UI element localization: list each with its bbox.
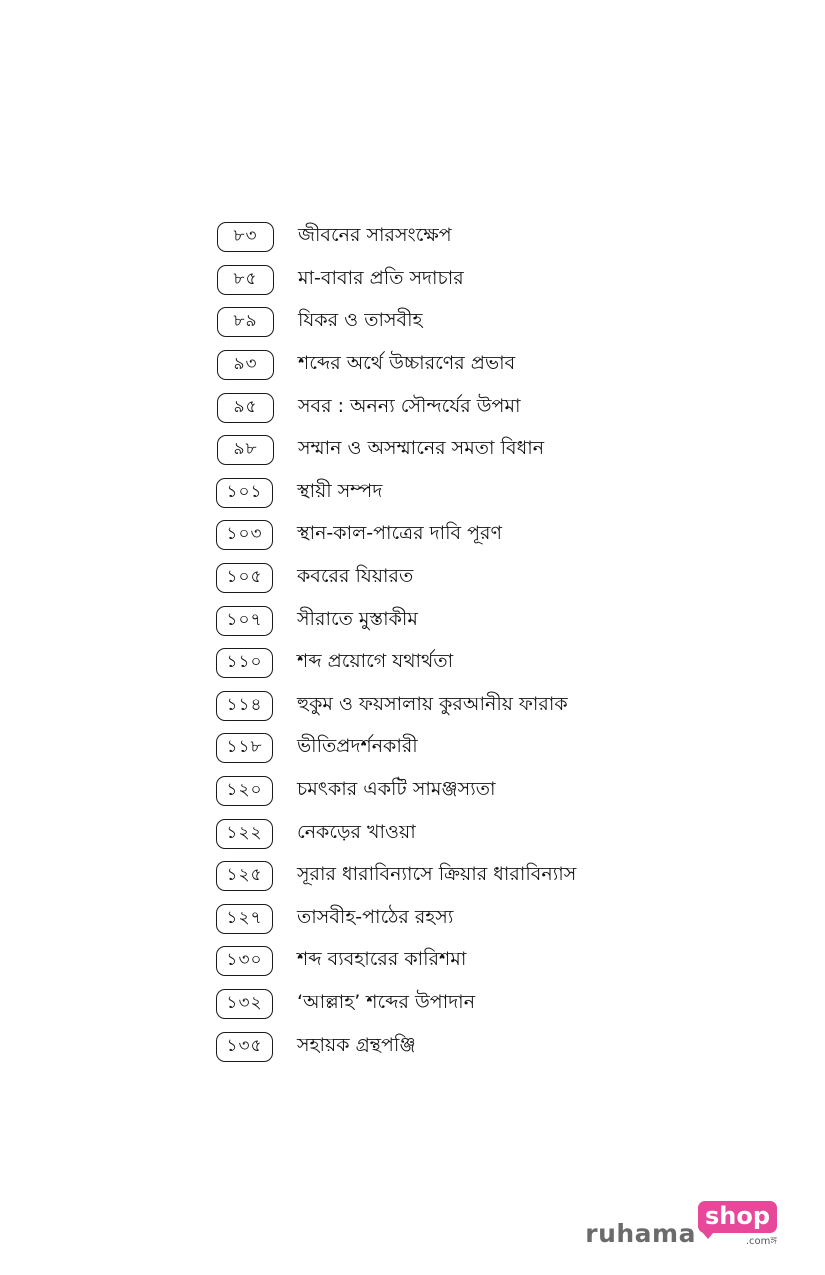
entry-title: জীবনের সারসংক্ষেপ (298, 224, 452, 247)
page-number-box: ১০৭ (216, 606, 273, 636)
toc-entry (216, 940, 776, 983)
page-number-box: ১১৮ (216, 733, 273, 763)
entry-title: কবরের যিয়ারত (297, 565, 414, 588)
page-number-box: ১২৫ (216, 861, 273, 891)
toc-entry (216, 1025, 776, 1068)
toc-entry (216, 983, 776, 1026)
page-number-box: ১০৫ (216, 563, 273, 593)
toc-entry (216, 855, 776, 898)
page-number-box: ৯৮ (217, 435, 274, 465)
toc-entry (216, 812, 776, 855)
toc-entry (216, 770, 776, 813)
entry-title: চমৎকার একটি সামঞ্জস্যতা (297, 778, 496, 801)
toc-entry (216, 429, 776, 472)
entry-title: সবর : অনন্য সৌন্দর্যের উপমা (298, 394, 521, 417)
table-of-contents (216, 216, 776, 1068)
entry-title: স্থান-কাল-পাত্রের দাবি পূরণ (297, 522, 502, 545)
toc-entry (216, 259, 776, 302)
toc-entry (216, 344, 776, 387)
toc-entry (216, 599, 776, 642)
entry-title: শব্দের অর্থে উচ্চারণের প্রভাব (298, 352, 516, 375)
page-number-box: ৯৩ (217, 350, 274, 380)
toc-entry (216, 898, 776, 941)
entry-title: শব্দ প্রয়োগে যথার্থতা (297, 650, 454, 673)
toc-entry (216, 472, 776, 515)
brand-name-part1: ruhama (585, 1219, 696, 1248)
page-number-box: ১৩০ (216, 946, 273, 976)
entry-title: হুকুম ও ফয়সালায় কুরআনীয় ফারাক (297, 692, 568, 715)
entry-title: সহায়ক গ্রন্থপঞ্জি (297, 1033, 416, 1056)
page-number-box: ১২০ (216, 776, 273, 806)
toc-entry (216, 727, 776, 770)
entry-title: ভীতিপ্রদর্শনকারী (297, 735, 418, 758)
toc-entry (216, 642, 776, 685)
entry-title: যিকর ও তাসবীহ (298, 309, 423, 332)
page-number-box: ৮৯ (217, 307, 274, 337)
brand-logo (585, 1201, 777, 1249)
brand-name-part2: shop (698, 1201, 777, 1233)
toc-entry (216, 301, 776, 344)
entry-title: ‘আল্লাহ’ শব্দের উপাদান (297, 990, 476, 1013)
entry-title: সূরার ধারাবিন্যাসে ক্রিয়ার ধারাবিন্যাস (297, 863, 577, 886)
page-number-box: ১২২ (216, 819, 273, 849)
page-number-box: ১০৩ (216, 520, 273, 550)
page-number-box: ৯৫ (217, 393, 274, 423)
toc-entry (216, 216, 776, 259)
entry-title: শব্দ ব্যবহারের কারিশমা (297, 948, 467, 971)
page-number-box: ১১৪ (216, 691, 273, 721)
toc-entry (216, 386, 776, 429)
page-number-box: ১৩৫ (216, 1032, 273, 1062)
entry-title: সম্মান ও অসম্মানের সমতা বিধান (298, 437, 545, 460)
entry-title: সীরাতে মুস্তাকীম (297, 607, 418, 630)
page-number-box: ৮৫ (217, 265, 274, 295)
entry-title: তাসবীহ-পাঠের রহস্য (297, 905, 454, 928)
brand-shop-badge (698, 1201, 777, 1249)
brand-domain: .comঙ্গ (745, 1236, 777, 1247)
page-number-box: ১৩২ (216, 989, 273, 1019)
entry-title: স্থায়ী সম্পদ (297, 479, 383, 502)
toc-entry (216, 514, 776, 557)
page-number-box: ১০১ (216, 478, 273, 508)
entry-title: মা-বাবার প্রতি সদাচার (298, 266, 464, 289)
page-number-box: ৮৩ (217, 222, 274, 252)
page-number-box: ১১০ (216, 648, 273, 678)
toc-entry (216, 557, 776, 600)
page-number-box: ১২৭ (216, 904, 273, 934)
entry-title: নেকড়ের খাওয়া (297, 820, 416, 843)
toc-entry (216, 685, 776, 728)
